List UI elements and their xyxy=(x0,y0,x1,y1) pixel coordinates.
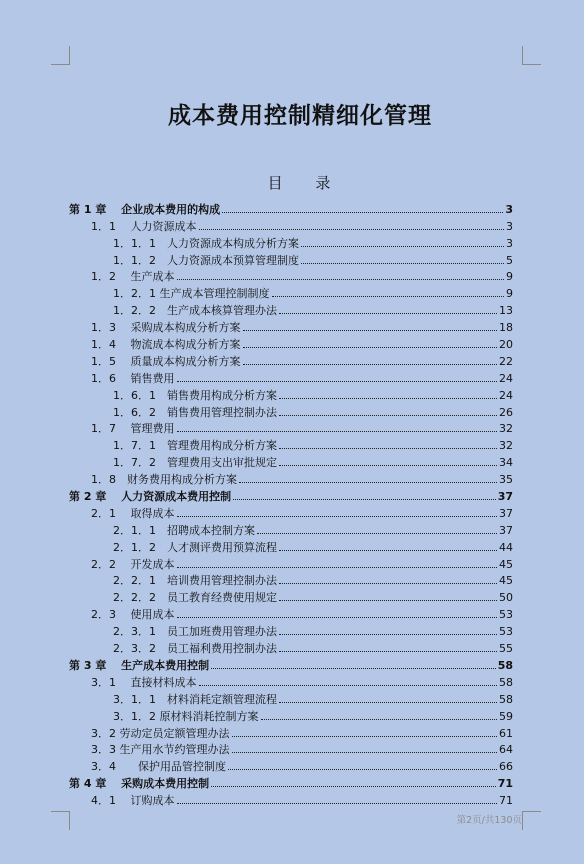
toc-entry-label: 1．6．2 销售费用管理控制办法 xyxy=(113,405,277,419)
toc-dot-leader xyxy=(279,600,497,601)
toc-entry-label: 1．6 销售费用 xyxy=(91,371,175,385)
toc-entry-page-number: 24 xyxy=(499,371,513,385)
toc-entry[interactable] xyxy=(69,503,513,520)
toc-entry[interactable] xyxy=(69,520,513,537)
toc-dot-leader xyxy=(177,279,505,280)
toc-entry-page-number: 32 xyxy=(499,439,513,453)
toc-entry[interactable] xyxy=(69,216,513,233)
toc-entry-label: 3．4 保护用品管控制度 xyxy=(91,760,226,774)
toc-dot-leader xyxy=(177,803,498,804)
toc-entry[interactable] xyxy=(69,351,513,368)
toc-dot-leader xyxy=(232,736,498,737)
toc-entry-page-number: 24 xyxy=(499,388,513,402)
toc-entry[interactable] xyxy=(69,723,513,740)
toc-dot-leader xyxy=(233,499,496,500)
toc-entry[interactable] xyxy=(69,689,513,706)
toc-dot-leader xyxy=(211,668,496,669)
toc-dot-leader xyxy=(279,313,497,314)
toc-entry-label: 1．7．2 管理费用支出审批规定 xyxy=(113,456,277,470)
toc-dot-leader xyxy=(272,296,505,297)
toc-dot-leader xyxy=(211,786,496,787)
table-of-contents xyxy=(69,199,513,807)
toc-dot-leader xyxy=(199,229,505,230)
toc-entry[interactable] xyxy=(69,706,513,723)
toc-dot-leader xyxy=(239,482,497,483)
toc-entry-label: 2．1．2 人才测评费用预算流程 xyxy=(113,540,277,554)
toc-entry-page-number: 55 xyxy=(499,642,513,656)
toc-dot-leader xyxy=(279,651,497,652)
toc-dot-leader xyxy=(199,685,498,686)
toc-entry[interactable] xyxy=(69,233,513,250)
toc-entry-label: 第 4 章 采购成本费用控制 xyxy=(69,777,210,791)
crop-mark-top-left xyxy=(51,46,70,65)
toc-dot-leader xyxy=(279,583,497,584)
toc-dot-leader xyxy=(279,550,497,551)
toc-dot-leader xyxy=(177,431,498,432)
toc-entry-page-number: 58 xyxy=(499,675,513,689)
toc-entry-label: 第 1 章 企业成本费用的构成 xyxy=(69,202,221,216)
toc-entry-page-number: 71 xyxy=(499,794,513,808)
toc-entry-page-number: 37 xyxy=(497,490,513,504)
toc-entry[interactable] xyxy=(69,334,513,351)
toc-entry-label: 3．2 劳动定员定额管理办法 xyxy=(91,726,230,740)
toc-entry-page-number: 37 xyxy=(499,506,513,520)
toc-dot-leader xyxy=(279,448,497,449)
toc-entry-label: 2．1．1 招聘成本控制方案 xyxy=(113,523,255,537)
toc-dot-leader xyxy=(232,752,498,753)
toc-entry-page-number: 45 xyxy=(499,574,513,588)
toc-entry-page-number: 32 xyxy=(499,422,513,436)
toc-entry-label: 2．3 使用成本 xyxy=(91,608,175,622)
toc-entry-page-number: 71 xyxy=(497,777,513,791)
toc-dot-leader xyxy=(177,381,498,382)
toc-entry[interactable] xyxy=(69,452,513,469)
toc-entry[interactable] xyxy=(69,250,513,267)
toc-entry-label: 1．3 采购成本构成分析方案 xyxy=(91,321,241,335)
toc-entry-label: 2．3．2 员工福利费用控制办法 xyxy=(113,642,277,656)
toc-entry-label: 1．5 质量成本构成分析方案 xyxy=(91,354,241,368)
toc-entry-label: 1．1 人力资源成本 xyxy=(91,219,197,233)
toc-entry-page-number: 37 xyxy=(499,523,513,537)
toc-dot-leader xyxy=(261,719,498,720)
toc-heading: 目 录 xyxy=(267,174,345,192)
toc-entry-page-number: 35 xyxy=(499,473,513,487)
toc-dot-leader xyxy=(279,465,497,466)
toc-entry-label: 1．7 管理费用 xyxy=(91,422,175,436)
toc-entry-page-number: 13 xyxy=(499,304,513,318)
toc-entry[interactable] xyxy=(69,537,513,554)
toc-entry-label: 2．1 取得成本 xyxy=(91,506,175,520)
toc-dot-leader xyxy=(243,347,498,348)
toc-entry[interactable] xyxy=(69,638,513,655)
toc-entry[interactable] xyxy=(69,773,513,790)
toc-entry-label: 1．1．1 人力资源成本构成分析方案 xyxy=(113,236,299,250)
toc-entry-page-number: 3 xyxy=(506,236,513,250)
toc-entry[interactable] xyxy=(69,554,513,571)
toc-entry-label: 1．8 财务费用构成分析方案 xyxy=(91,473,237,487)
toc-entry-page-number: 26 xyxy=(499,405,513,419)
toc-dot-leader xyxy=(257,533,497,534)
toc-entry[interactable] xyxy=(69,604,513,621)
toc-entry[interactable] xyxy=(69,486,513,503)
toc-entry[interactable] xyxy=(69,571,513,588)
toc-entry[interactable] xyxy=(69,435,513,452)
toc-entry-label: 4．1 订购成本 xyxy=(91,794,175,808)
toc-entry[interactable] xyxy=(69,300,513,317)
toc-entry[interactable] xyxy=(69,283,513,300)
toc-entry-page-number: 45 xyxy=(499,557,513,571)
toc-entry[interactable] xyxy=(69,469,513,486)
toc-entry[interactable] xyxy=(69,419,513,436)
toc-entry[interactable] xyxy=(69,655,513,672)
toc-entry-page-number: 59 xyxy=(499,709,513,723)
toc-entry-page-number: 3 xyxy=(505,202,513,216)
toc-dot-leader xyxy=(279,398,497,399)
toc-entry-label: 2．2．2 员工教育经费使用规定 xyxy=(113,591,277,605)
toc-entry-page-number: 64 xyxy=(499,743,513,757)
page-footer: 第2页/共130页 xyxy=(456,815,522,826)
document-title: 成本费用控制精细化管理 xyxy=(168,102,432,129)
toc-entry[interactable] xyxy=(69,756,513,773)
toc-entry-page-number: 20 xyxy=(499,338,513,352)
toc-entry[interactable] xyxy=(69,672,513,689)
toc-dot-leader xyxy=(177,567,498,568)
toc-entry-label: 第 2 章 人力资源成本费用控制 xyxy=(69,490,232,504)
toc-entry-label: 1．2．2 生产成本核算管理办法 xyxy=(113,304,277,318)
toc-entry-label: 1．1．2 人力资源成本预算管理制度 xyxy=(113,253,299,267)
toc-dot-leader xyxy=(243,364,498,365)
toc-entry[interactable] xyxy=(69,621,513,638)
crop-mark-bottom-right xyxy=(522,811,541,830)
toc-entry-page-number: 58 xyxy=(499,692,513,706)
toc-dot-leader xyxy=(177,617,498,618)
toc-entry-label: 3．1 直接材料成本 xyxy=(91,675,197,689)
toc-entry-label: 1．2．1 生产成本管理控制制度 xyxy=(113,287,270,301)
toc-entry-page-number: 18 xyxy=(499,321,513,335)
crop-mark-bottom-left xyxy=(51,811,70,830)
toc-entry-label: 1．2 生产成本 xyxy=(91,270,175,284)
toc-entry-label: 3．1．1 材料消耗定额管理流程 xyxy=(113,692,277,706)
toc-dot-leader xyxy=(301,246,504,247)
toc-entry-page-number: 34 xyxy=(499,456,513,470)
toc-dot-leader xyxy=(243,330,498,331)
toc-entry-label: 3．3 生产用水节约管理办法 xyxy=(91,743,230,757)
toc-entry-label: 2．3．1 员工加班费用管理办法 xyxy=(113,625,277,639)
toc-dot-leader xyxy=(222,212,503,213)
toc-entry-page-number: 53 xyxy=(499,625,513,639)
toc-entry-page-number: 66 xyxy=(499,760,513,774)
toc-entry-page-number: 22 xyxy=(499,354,513,368)
toc-dot-leader xyxy=(279,634,497,635)
toc-entry-page-number: 44 xyxy=(499,540,513,554)
toc-entry[interactable] xyxy=(69,267,513,284)
toc-entry-page-number: 50 xyxy=(499,591,513,605)
toc-entry[interactable] xyxy=(69,199,513,216)
toc-entry-page-number: 61 xyxy=(499,726,513,740)
toc-entry[interactable] xyxy=(69,790,513,807)
toc-entry[interactable] xyxy=(69,317,513,334)
toc-entry-label: 第 3 章 生产成本费用控制 xyxy=(69,658,210,672)
toc-dot-leader xyxy=(279,702,497,703)
toc-entry-label: 1．7．1 管理费用构成分析方案 xyxy=(113,439,277,453)
toc-entry-label: 2．2．1 培训费用管理控制办法 xyxy=(113,574,277,588)
toc-entry-page-number: 5 xyxy=(506,253,513,267)
toc-dot-leader xyxy=(301,263,504,264)
toc-entry[interactable] xyxy=(69,402,513,419)
toc-entry[interactable] xyxy=(69,587,513,604)
toc-entry[interactable] xyxy=(69,740,513,757)
toc-entry-page-number: 9 xyxy=(506,270,513,284)
toc-entry-page-number: 9 xyxy=(506,287,513,301)
toc-entry-page-number: 53 xyxy=(499,608,513,622)
toc-dot-leader xyxy=(228,769,497,770)
toc-entry[interactable] xyxy=(69,368,513,385)
toc-dot-leader xyxy=(279,415,497,416)
toc-entry-page-number: 3 xyxy=(506,219,513,233)
toc-entry-label: 1．6．1 销售费用构成分析方案 xyxy=(113,388,277,402)
toc-entry-label: 3．1．2 原材料消耗控制方案 xyxy=(113,709,259,723)
toc-entry-label: 1．4 物流成本构成分析方案 xyxy=(91,338,241,352)
toc-dot-leader xyxy=(177,516,498,517)
toc-entry[interactable] xyxy=(69,385,513,402)
toc-entry-page-number: 58 xyxy=(497,658,513,672)
crop-mark-top-right xyxy=(522,46,541,65)
toc-entry-label: 2．2 开发成本 xyxy=(91,557,175,571)
